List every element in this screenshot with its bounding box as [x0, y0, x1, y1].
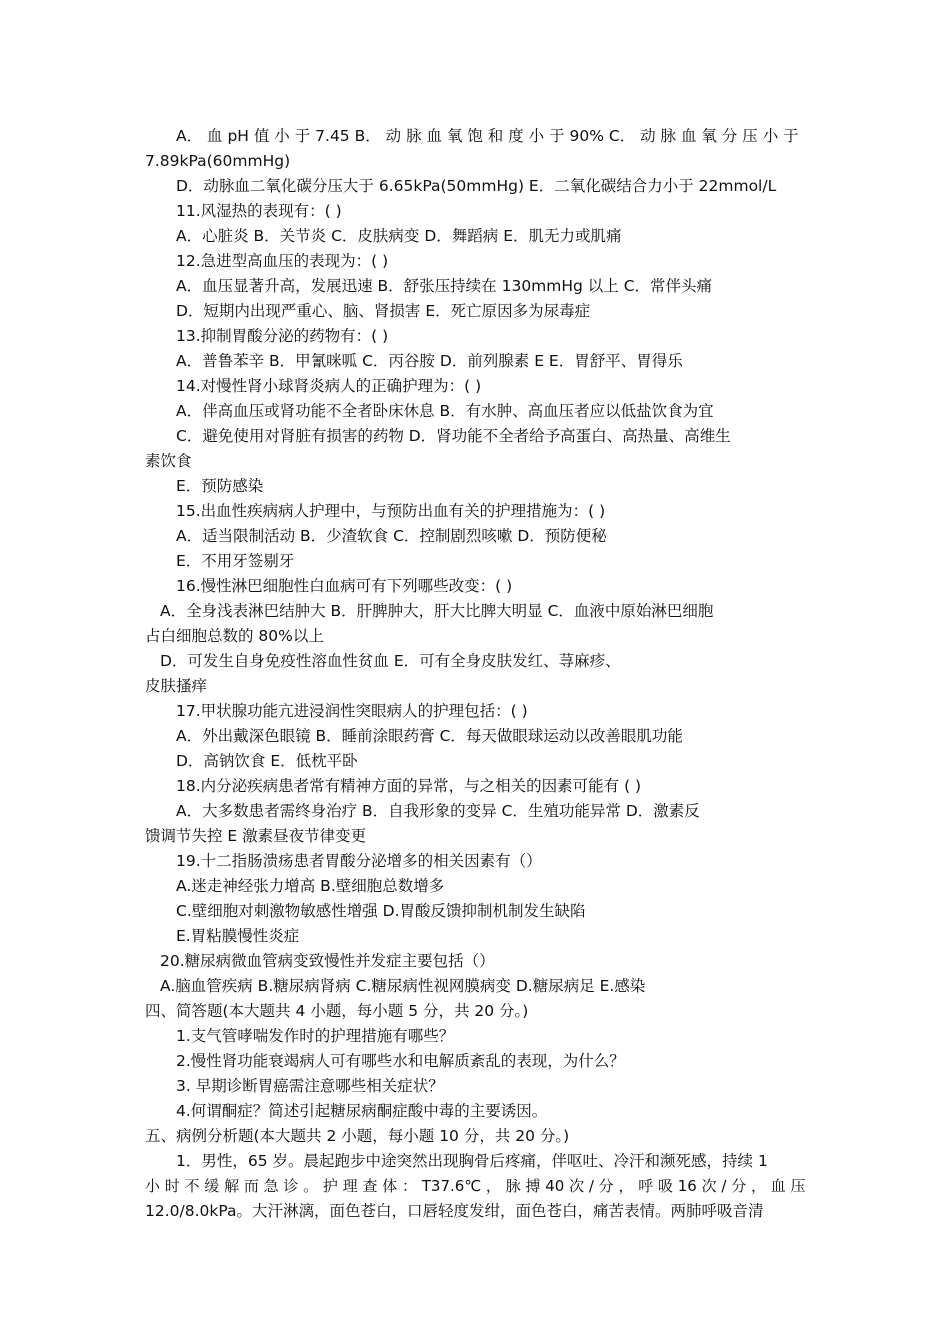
question-title: 11.风湿热的表现有：( ) [176, 202, 342, 220]
question-title: 16.慢性淋巴细胞性白血病可有下列哪些改变：( ) [176, 577, 513, 595]
option-line: 皮肤搔痒 [145, 677, 208, 695]
question-title: 13.抑制胃酸分泌的药物有：( ) [176, 327, 389, 345]
option-line: A．血压显著升高，发展迅速 B．舒张压持续在 130mmHg 以上 C．常伴头痛 [176, 277, 713, 295]
option-line: A．适当限制活动 B．少渣软食 C．控制剧烈咳嗽 D．预防便秘 [176, 527, 607, 545]
option-line: A．普鲁苯辛 B．甲氰咪呱 C．丙谷胺 D．前列腺素 E E．胃舒平、胃得乐 [176, 352, 683, 370]
question-title: 20.糖尿病微血管病变致慢性并发症主要包括（） [160, 952, 495, 970]
question-title: 2.慢性肾功能衰竭病人可有哪些水和电解质紊乱的表现，为什么？ [176, 1052, 625, 1070]
option-line: A．心脏炎 B．关节炎 C．皮肤病变 D．舞蹈病 E．肌无力或肌痛 [176, 227, 622, 245]
option-line: 馈调节失控 E 激素昼夜节律变更 [145, 827, 367, 845]
case-text: 1．男性，65 岁。晨起跑步中途突然出现胸骨后疼痛，伴呕吐、冷汗和濒死感，持续 1 [176, 1152, 768, 1170]
section-heading: 五、病例分析题(本大题共 2 小题，每小题 10 分，共 20 分。) [145, 1127, 570, 1145]
question-title: 15.出血性疾病病人护理中，与预防出血有关的护理措施为：( ) [176, 502, 606, 520]
text-line: 7.89kPa(60mmHg) [145, 152, 291, 170]
option-line: A．全身浅表淋巴结肿大 B．肝脾肿大，肝大比脾大明显 C．血液中原始淋巴细胞 [160, 602, 714, 620]
question-title: 1.支气管哮喘发作时的护理措施有哪些？ [176, 1027, 455, 1045]
option-line: D．高钠饮食 E．低枕平卧 [176, 752, 358, 770]
option-line: C．避免使用对肾脏有损害的药物 D．肾功能不全者给予高蛋白、高热量、高维生 [176, 427, 731, 445]
option-line: C.壁细胞对刺激物敏感性增强 D.胃酸反馈抑制机制发生缺陷 [176, 902, 586, 920]
question-title: 17.甲状腺功能亢进浸润性突眼病人的护理包括：( ) [176, 702, 528, 720]
option-line: A.迷走神经张力增高 B.壁细胞总数增多 [176, 877, 445, 895]
question-title: 18.内分泌疾病患者常有精神方面的异常，与之相关的因素可能有 ( ) [176, 777, 642, 795]
option-line: E．预防感染 [176, 477, 264, 495]
question-title: 3. 早期诊断胃癌需注意哪些相关症状？ [176, 1077, 444, 1095]
option-line: A.脑血管疾病 B.糖尿病肾病 C.糖尿病性视网膜病变 D.糖尿病足 E.感染 [160, 977, 646, 995]
option-line: A．外出戴深色眼镜 B．睡前涂眼药膏 C．每天做眼球运动以改善眼肌功能 [176, 727, 683, 745]
option-line: D．短期内出现严重心、脑、肾损害 E．死亡原因多为尿毒症 [176, 302, 591, 320]
option-line: E．不用牙签剔牙 [176, 552, 295, 570]
text-line: D．动脉血二氧化碳分压大于 6.65kPa(50mmHg) E．二氧化碳结合力小于 22mmol/L [176, 177, 777, 195]
case-text: 小 时 不 缓 解 而 急 诊 。 护 理 查 体 ： T37.6℃ ， 脉 搏 40 次 / 分 ， 呼 吸 16 次 / 分 ， 血 压 [145, 1177, 806, 1195]
option-line: E.胃粘膜慢性炎症 [176, 927, 300, 945]
option-line: 素饮食 [145, 452, 192, 470]
case-text: 12.0/8.0kPa。大汗淋漓，面色苍白，口唇轻度发绀，面色苍白，痛苦表情。两肺呼吸音清 [145, 1202, 764, 1220]
question-title: 4.何谓酮症？简述引起糖尿病酮症酸中毒的主要诱因。 [176, 1102, 548, 1120]
option-line: A．大多数患者需终身治疗 B．自我形象的变异 C．生殖功能异常 D．激素反 [176, 802, 700, 820]
question-title: 19.十二指肠溃疡患者胃酸分泌增多的相关因素有（） [176, 852, 542, 870]
option-line: 占白细胞总数的 80%以上 [145, 627, 324, 645]
section-heading: 四、简答题(本大题共 4 小题，每小题 5 分，共 20 分。) [145, 1002, 529, 1020]
question-title: 14.对慢性肾小球肾炎病人的正确护理为：( ) [176, 377, 482, 395]
text-line: A． 血 pH 值 小 于 7.45 B． 动 脉 血 氧 饱 和 度 小 于 90% C． 动 脉 血 氧 分 压 小 于 [176, 127, 799, 145]
option-line: A．伴高血压或肾功能不全者卧床休息 B．有水肿、高血压者应以低盐饮食为宜 [176, 402, 714, 420]
question-title: 12.急进型高血压的表现为：( ) [176, 252, 389, 270]
option-line: D．可发生自身免疫性溶血性贫血 E．可有全身皮肤发红、荨麻疹、 [160, 652, 621, 670]
